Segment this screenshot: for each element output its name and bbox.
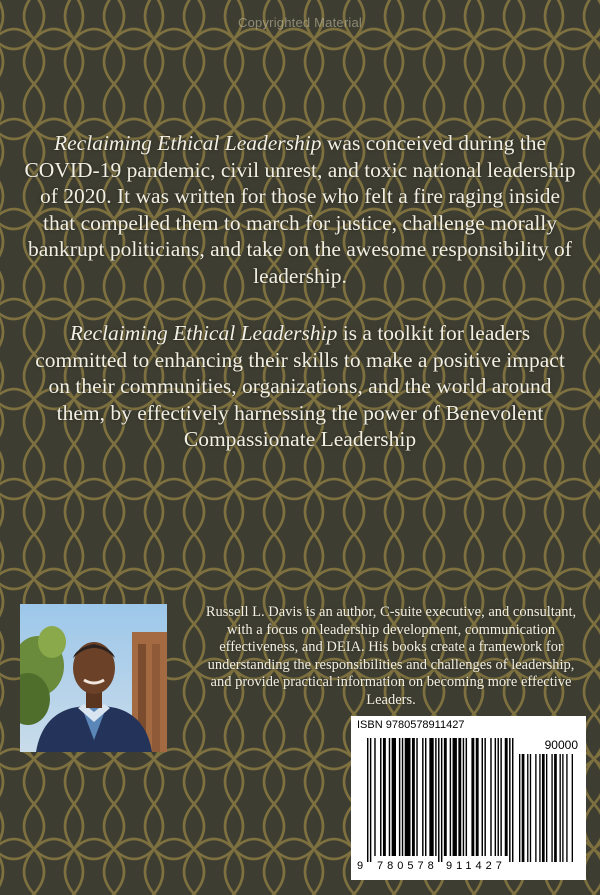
barcode-bar <box>435 738 436 856</box>
barcode-bar <box>495 738 496 856</box>
barcode-bar <box>562 754 563 862</box>
blurb-paragraph-1 <box>24 130 576 289</box>
barcode-bar <box>392 738 396 856</box>
author-photo <box>20 604 167 752</box>
isbn-label: ISBN 9780578911427 <box>357 719 465 731</box>
barcode-bar <box>512 738 513 862</box>
barcode-bar <box>519 754 520 862</box>
barcode-bar <box>560 754 561 862</box>
barcode-bar <box>412 738 415 856</box>
author-bio: Russell L. Davis is an author, C-suite executive, and consultant, with a focus on leadership development, communication effectiveness, and DEIA. His books create a framework for understanding the responsibilities and challenges of leadership, and provide practical information on becoming more effective Leaders. <box>205 604 577 708</box>
barcode-bar <box>422 738 423 856</box>
barcode-bar <box>535 754 536 862</box>
barcode-bar <box>484 738 485 856</box>
barcode-bar <box>530 754 531 862</box>
barcode-bar <box>405 738 411 856</box>
barcode-bar <box>429 738 433 856</box>
barcode-bar <box>416 738 417 856</box>
barcode-addon-number: 90000 <box>544 738 578 752</box>
barcode-bar <box>509 738 510 862</box>
barcode-bar <box>572 754 573 862</box>
barcode-bar <box>380 738 381 856</box>
barcode-bar <box>542 754 545 862</box>
barcode-digit-first: 9 <box>357 860 364 872</box>
barcode-bar <box>399 738 400 856</box>
barcode-digits-right: 911427 <box>446 860 506 872</box>
barcode-digits-left: 780578 <box>377 860 438 872</box>
barcode-bar <box>389 738 390 856</box>
barcode-bar <box>527 754 528 862</box>
barcode-bar <box>463 738 464 856</box>
barcode-bar <box>490 738 491 856</box>
barcode-bar <box>383 738 386 856</box>
barcode-bar <box>450 738 451 856</box>
barcode-bar <box>370 738 371 862</box>
barcode-bar <box>539 754 540 862</box>
barcode-bar <box>367 738 368 862</box>
barcode-bars <box>351 716 586 880</box>
barcode-bar <box>546 754 547 862</box>
barcode-bar <box>554 754 557 862</box>
isbn-barcode <box>351 716 586 880</box>
barcode-bar <box>566 754 567 862</box>
book-title: Reclaiming Ethical Leadership <box>54 131 322 155</box>
barcode-bar <box>498 738 499 856</box>
book-title: Reclaiming Ethical Leadership <box>69 321 338 345</box>
barcode-bar <box>402 738 403 856</box>
barcode-bar <box>438 738 439 862</box>
barcode-bar <box>500 738 501 856</box>
barcode-bar <box>482 738 483 856</box>
blurb-paragraph-2 <box>24 320 576 453</box>
barcode-bar <box>522 754 525 862</box>
barcode-bar <box>466 738 467 856</box>
barcode-bar <box>444 738 447 856</box>
barcode-bar <box>458 738 461 856</box>
barcode-bar <box>374 738 375 856</box>
barcode-bar <box>453 738 457 856</box>
blurb-text-1: was conceived during the COVID-19 pandemic, civil unrest, and toxic national leadership of 2020. It was written for those who felt a fire raging inside that compelled them to march for justice, challenge morally bankrupt politicians, and take on the awesome responsibility of leadership. <box>24 131 576 288</box>
barcode-bar <box>551 754 552 862</box>
barcode-bar <box>471 738 474 856</box>
blurb-text-2: is a toolkit for leaders committed to enhancing their skills to make a positive impact on their communities, organizations, and the world around them, by effectively harnessing the power of Benevolent Compassionate Leadership <box>35 321 565 451</box>
barcode-bar <box>476 738 479 856</box>
barcode-bar <box>441 738 442 862</box>
copyright-watermark: Copyrighted Material <box>238 15 362 30</box>
barcode-bar <box>425 738 426 856</box>
barcode-bar <box>505 738 508 856</box>
